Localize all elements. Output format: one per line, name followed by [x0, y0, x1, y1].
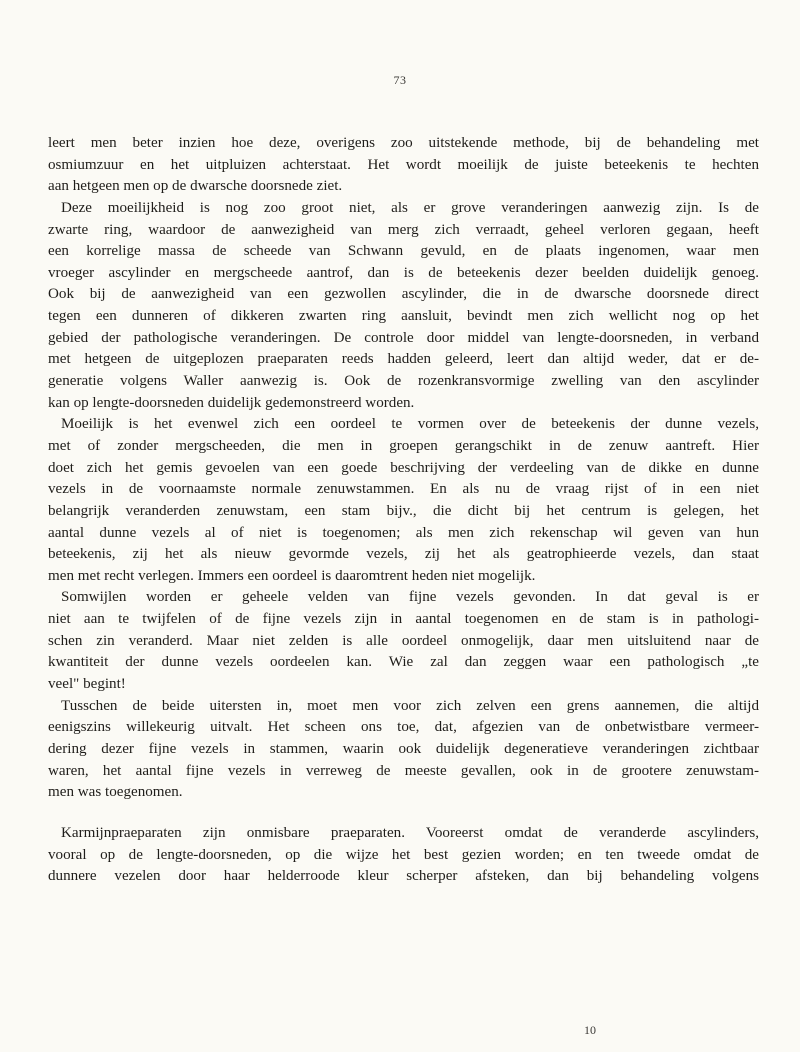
text-line: een korrelige massa de scheede van Schwann gevuld, en de plaats ingenomen, waar men — [48, 243, 759, 260]
text-line: vezels in de voornaamste normale zenuwstammen. En als nu de vraag rijst of in een niet — [48, 481, 759, 498]
text-line: zwarte ring, waardoor de aanwezigheid van merg zich verraadt, geheel verloren gegaan, heeft — [48, 221, 759, 238]
text-line: tegen een dunneren of dikkeren zwarten ring aansluit, bevindt men zich wellicht nog op het — [48, 308, 759, 325]
text-line: Somwijlen worden er geheele velden van fijne vezels gevonden. In dat geval is er — [61, 589, 759, 606]
text-line: vroeger ascylinder en mergscheede aantrof, dan is de beteekenis dezer beelden duidelijk genoeg. — [48, 264, 759, 281]
text-line: dunnere vezelen door haar helderroode kleur scherper afsteken, dan bij behandeling volgens — [48, 868, 759, 885]
text-line: dering dezer fijne vezels in stammen, waarin ook duidelijk degeneratieve veranderingen zichtbaar — [48, 740, 759, 757]
page-number: 73 — [393, 73, 407, 87]
text-line: men met recht verlegen. Immers een oordeel is daaromtrent heden niet mogelijk. — [48, 567, 536, 584]
paragraph-gap — [48, 804, 759, 823]
text-line: leert men beter inzien hoe deze, overigens zoo uitstekende methode, bij de behandeling met — [48, 135, 759, 151]
text-line: osmiumzuur en het uitpluizen achterstaat. Het wordt moeilijk de juiste beteekenis te hechten — [48, 156, 759, 173]
text-line: Tusschen de beide uitersten in, moet men voor zich zelven een grens aannemen, die altijd — [61, 697, 759, 714]
text-line: Ook bij de aanwezigheid van een gezwollen ascylinder, die in de dwarsche doorsnede direct — [48, 286, 759, 303]
text-line: kan op lengte-doorsneden duidelijk gedemonstreerd worden. — [48, 394, 415, 411]
text-line: belangrijk veranderden zenuwstam, een stam bijv., die dicht bij het centrum is gelegen, het — [48, 502, 759, 519]
text-line: generatie volgens Waller aanwezig is. Ook de rozenkransvormige zwelling van den ascylinder — [48, 373, 759, 390]
text-line: waren, het aantal fijne vezels in verreweg de meeste gevallen, ook in de grootere zenuwstam- — [48, 762, 759, 779]
text-line: vooral op de lengte-doorsneden, op die wijze het best gezien worden; en ten tweede omdat de — [48, 846, 759, 863]
text-line: gebied der pathologische veranderingen. De controle door middel van lengte-doorsneden, in verband — [48, 329, 759, 346]
text-line: Deze moeilijkheid is nog zoo groot niet, als er grove veranderingen aanwezig zijn. Is de — [61, 199, 759, 216]
text-line: eenigszins willekeurig uitvalt. Het scheen ons toe, dat, afgezien van de onbetwistbare vermeer- — [48, 719, 759, 736]
signature-mark: 10 — [584, 1023, 596, 1037]
text-line: Moeilijk is het evenwel zich een oordeel te vormen over de beteekenis der dunne vezels, — [61, 416, 759, 433]
text-line: kwantiteit der dunne vezels oordeelen kan. Wie zal dan zeggen waar een pathologisch „te — [48, 654, 759, 671]
text-line: doet zich het gemis gevoelen van een goede beschrijving der verdeeling van de dikke en dunne — [48, 459, 759, 476]
text-line: aantal dunne vezels al of niet is toegenomen; als men zich rekenschap wil geven van hun — [48, 524, 759, 541]
text-line: met hetgeen de uitgeplozen praeparaten reeds hadden geleerd, leert dan altijd weder, dat er de- — [48, 351, 759, 368]
text-line: Karmijnpraeparaten zijn onmisbare praeparaten. Vooreerst omdat de veranderde ascylinders, — [61, 824, 759, 841]
text-line: niet aan te twijfelen of de fijne vezels zijn in aantal toegenomen en de stam is in pathologi- — [48, 611, 759, 628]
text-line: veel" begint! — [48, 676, 126, 693]
text-line: beteekenis, zij het als nieuw gevormde vezels, zij het als geatrophieerde vezels, dan staat — [48, 546, 759, 563]
text-line: aan hetgeen men op de dwarsche doorsnede ziet. — [48, 178, 343, 195]
text-line: men was toegenomen. — [48, 784, 183, 801]
text-line: schen zin veranderd. Maar niet zelden is alle oordeel onmogelijk, daar men uitsluitend naar de — [48, 632, 759, 649]
text-line: met of zonder mergscheeden, die men in groepen gerangschikt in de zenuw aantreft. Hier — [48, 437, 759, 454]
body-text — [48, 133, 759, 888]
